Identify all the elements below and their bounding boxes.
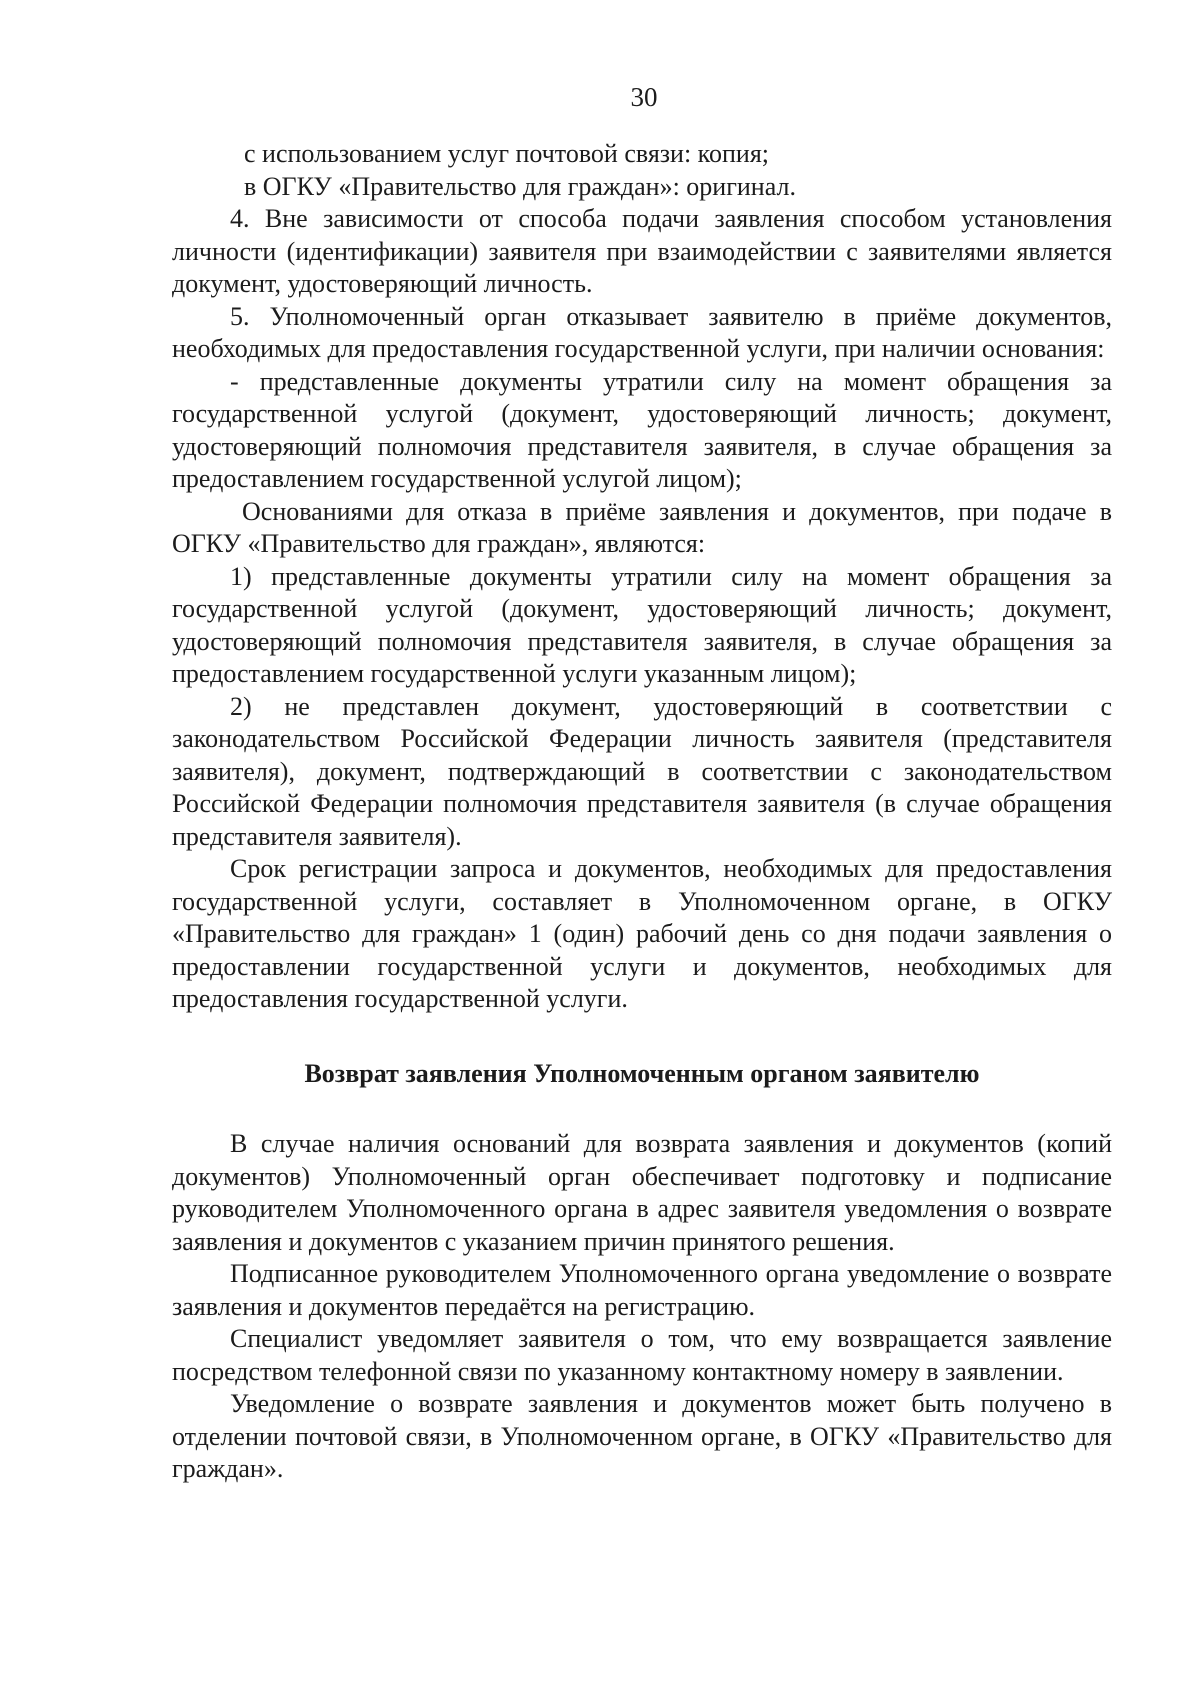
- paragraph: 1) представленные документы утратили силу на момент обращения за государственной услугой (документ, удостоверяющий личность; документ, удостоверяющий полномочия представителя заявителя, в случае обращения за предоставлением государственной услуги указанным лицом);: [172, 561, 1112, 688]
- paragraph: 5. Уполномоченный орган отказывает заявителю в приёме документов, необходимых для предоставления государственной услуги, при наличии основания:: [172, 301, 1112, 363]
- paragraph: с использованием услуг почтовой связи: копия;: [244, 139, 770, 168]
- section-heading: Возврат заявления Уполномоченным органом заявителю: [304, 1058, 980, 1088]
- paragraph: Уведомление о возврате заявления и документов может быть получено в отделении почтовой связи, в Уполномоченном органе, в ОГКУ «Правительство для граждан».: [172, 1389, 1112, 1483]
- paragraph: в ОГКУ «Правительство для граждан»: оригинал.: [244, 171, 796, 201]
- paragraph: В случае наличия оснований для возврата заявления и документов (копий документов) Уполномоченный орган обеспечивает подготовку и подписание руководителем Уполномоченного органа в адрес заявителя уведомления о возврате заявления и документов с указанием причин принятого решения.: [172, 1129, 1112, 1256]
- page-number: 30: [630, 82, 658, 112]
- document-body: [172, 138, 1112, 1486]
- paragraph: 2) не представлен документ, удостоверяющий в соответствии с законодательством Российской Федерации личность заявителя (представителя заявителя), документ, подтверждающий в соответствии с законодательством Российской Федерации полномочия представителя заявителя (в случае обращения представителя заявителя).: [172, 691, 1112, 851]
- paragraph: Основаниями для отказа в приёме заявления и документов, при подаче в ОГКУ «Правительство для граждан», являются:: [172, 496, 1112, 558]
- paragraph: Срок регистрации запроса и документов, необходимых для предоставления государственной услуги, составляет в Уполномоченном органе, в ОГКУ «Правительство для граждан» 1 (один) рабочий день со дня подачи заявления о предоставлении государственной услуги и документов, необходимых для предоставления государственной услуги.: [172, 854, 1112, 1013]
- paragraph: - представленные документы утратили силу на момент обращения за государственной услугой (документ, удостоверяющий личность; документ, удостоверяющий полномочия представителя заявителя, в случае обращения за предоставлением государственной услугой лицом);: [172, 366, 1112, 493]
- paragraph: Специалист уведомляет заявителя о том, что ему возвращается заявление посредством телефонной связи по указанному контактному номеру в заявлении.: [172, 1324, 1112, 1386]
- paragraph: 4. Вне зависимости от способа подачи заявления способом установления личности (идентификации) заявителя при взаимодействии с заявителями является документ, удостоверяющий личность.: [172, 204, 1112, 298]
- paragraph: Подписанное руководителем Уполномоченного органа уведомление о возврате заявления и документов передаётся на регистрацию.: [172, 1259, 1112, 1321]
